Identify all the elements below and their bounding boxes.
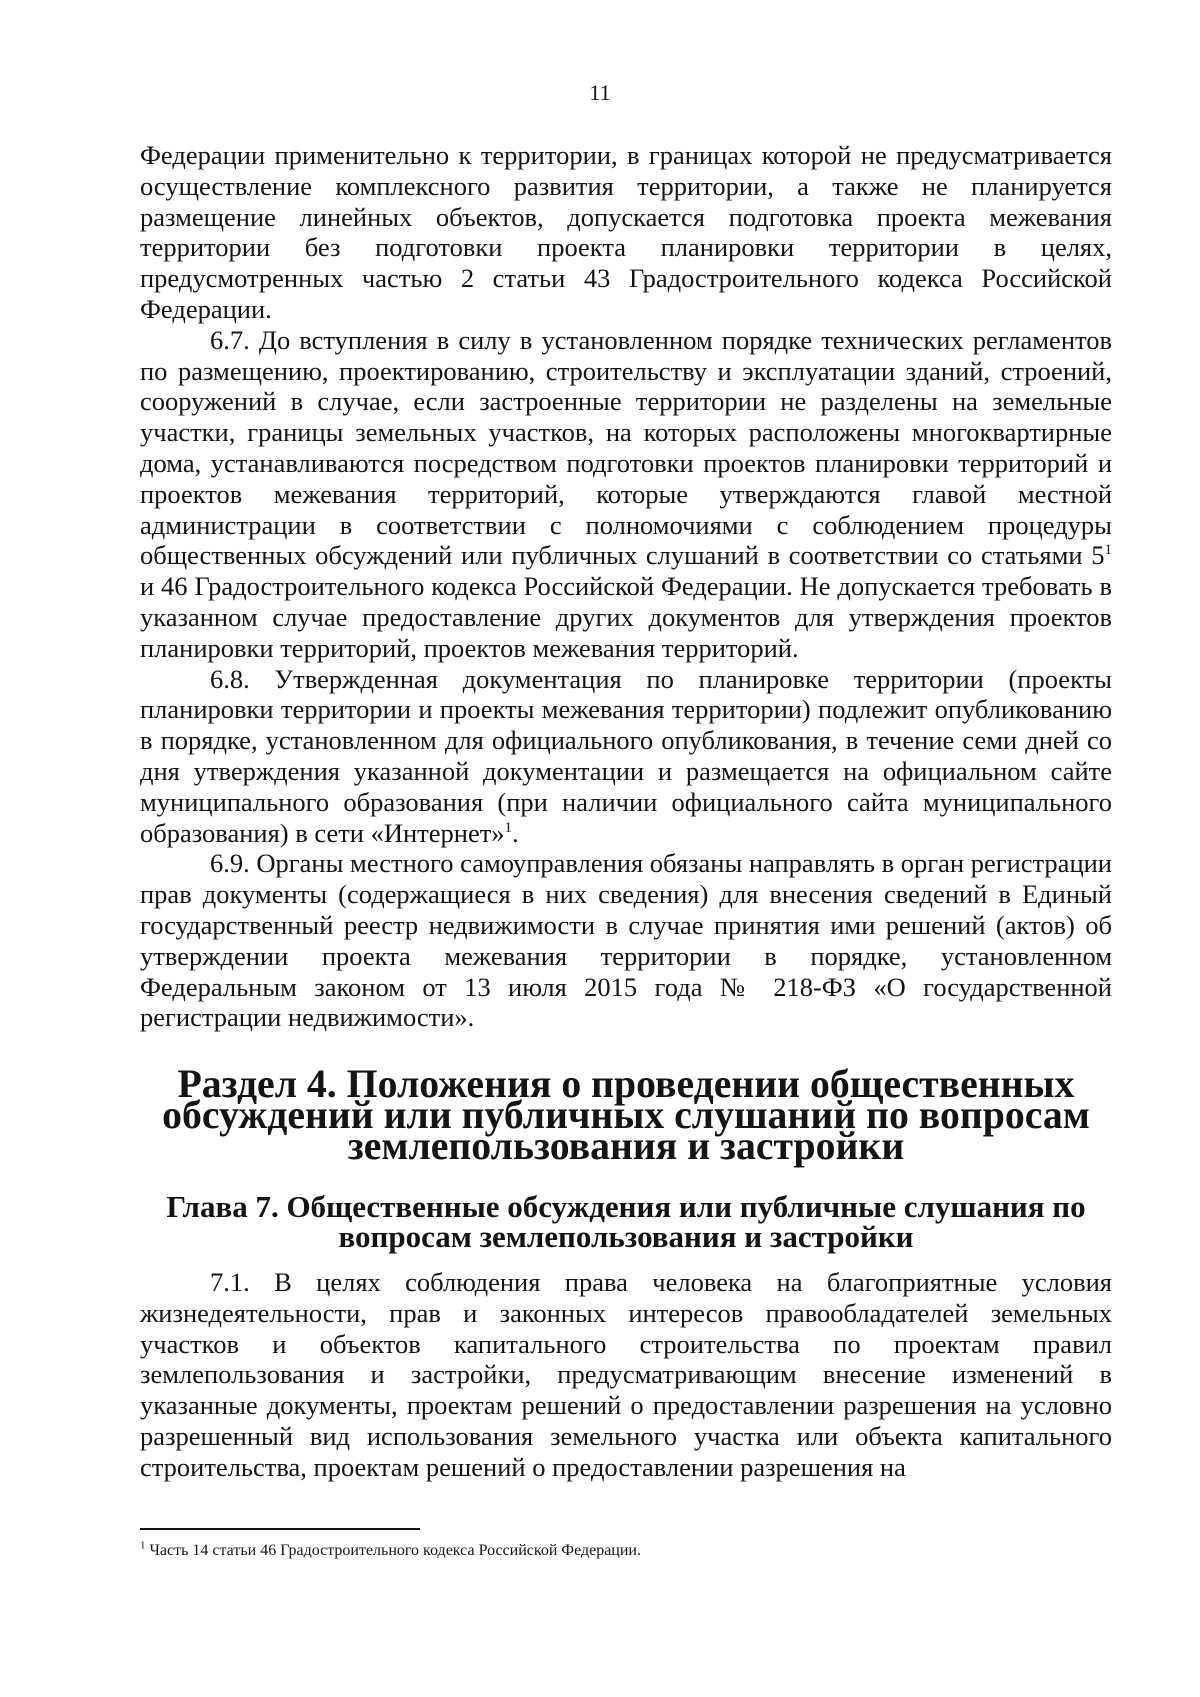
paragraph-6-7-text-end: и 46 Градостроительного кодекса Российской Федерации. Не допускается требовать в указанном случае предоставление других документов для утверждения проектов планировки территорий, проектов межевания территорий. <box>140 571 1112 663</box>
paragraph-6-9: 6.9. Органы местного самоуправления обязаны направлять в орган регистрации прав документы (содержащиеся в них сведения) для внесения сведений в Единый государственный реестр недвижимости в случае принятия ими решений (актов) об утверждении проекта межевания территории в порядке, установленном Федеральным законом от 13 июля 2015 года № 218-ФЗ «О государственной регистрации недвижимости». <box>140 848 1112 1033</box>
footnote-text: Часть 14 статьи 46 Градостроительного кодекса Российской Федерации. <box>145 1542 641 1559</box>
paragraph-6-6-continuation: Федерации применительно к территории, в границах которой не предусматривается осуществление комплексного развития территории, а также не планируется размещение линейных объектов, допускается подготовка проекта межевания территории без подготовки проекта планировки территории в целях, предусмотренных частью 2 статьи 43 Градостроительного кодекса Российской Федерации. <box>140 140 1112 324</box>
section-title: Раздел 4. Положения о проведении общественных обсуждений или публичных слушаний по вопросам землепользования и застройки <box>162 1062 1090 1168</box>
paragraph-6-7 <box>140 325 1112 664</box>
paragraph-6-8-text-end: . <box>512 817 519 848</box>
chapter-title: Глава 7. Общественные обсуждения или публичные слушания по вопросам землепользования и застройки <box>166 1188 1086 1255</box>
footnote-separator <box>140 1528 420 1530</box>
paragraph-6-8-text: 6.8. Утвержденная документация по планировке территории (проекты планировки территории и проекты межевания территории) подлежит опубликованию в порядке, установленном для официального опубликования, в течение семи дней со дня утверждения указанной документации и размещается на официальном сайте муниципального образования (при наличии официального сайта муниципального образования) в сети «Интернет» <box>140 663 1112 848</box>
footnote <box>140 1541 1040 1561</box>
footnote-reference: 1 <box>504 819 513 836</box>
paragraph-6-8 <box>140 664 1112 849</box>
paragraph-7-1: 7.1. В целях соблюдения права человека на благоприятные условия жизнедеятельности, прав и законных интересов правообладателей земельных участков и объектов капитального строительства по проектам правил землепользования и застройки, предусматривающим внесение изменений в указанные документы, проектам решений о предоставлении разрешения на условно разрешенный вид использования земельного участка или объекта капитального строительства, проектам решений о предоставлении разрешения на <box>140 1267 1112 1482</box>
footnote-reference: 1 <box>1104 542 1112 559</box>
page-number: 11 <box>589 80 611 105</box>
footnote-mark: 1 <box>140 1539 146 1552</box>
paragraph-6-7-text: 6.7. До вступления в силу в установленном порядке технических регламентов по размещению, проектированию, строительству и эксплуатации зданий, строений, сооружений в случае, если застроенные территории не разделены на земельные участки, границы земельных участков, на которых расположены многоквартирные дома, устанавливаются посредством подготовки проектов планировки территорий и проектов межевания территорий, которые утверждаются главой местной администрации в соответствии с полномочиями с соблюдением процедуры общественных обсуждений или публичных слушаний в соответствии со статьями 5 <box>140 324 1112 571</box>
document-body <box>140 140 1112 1483</box>
